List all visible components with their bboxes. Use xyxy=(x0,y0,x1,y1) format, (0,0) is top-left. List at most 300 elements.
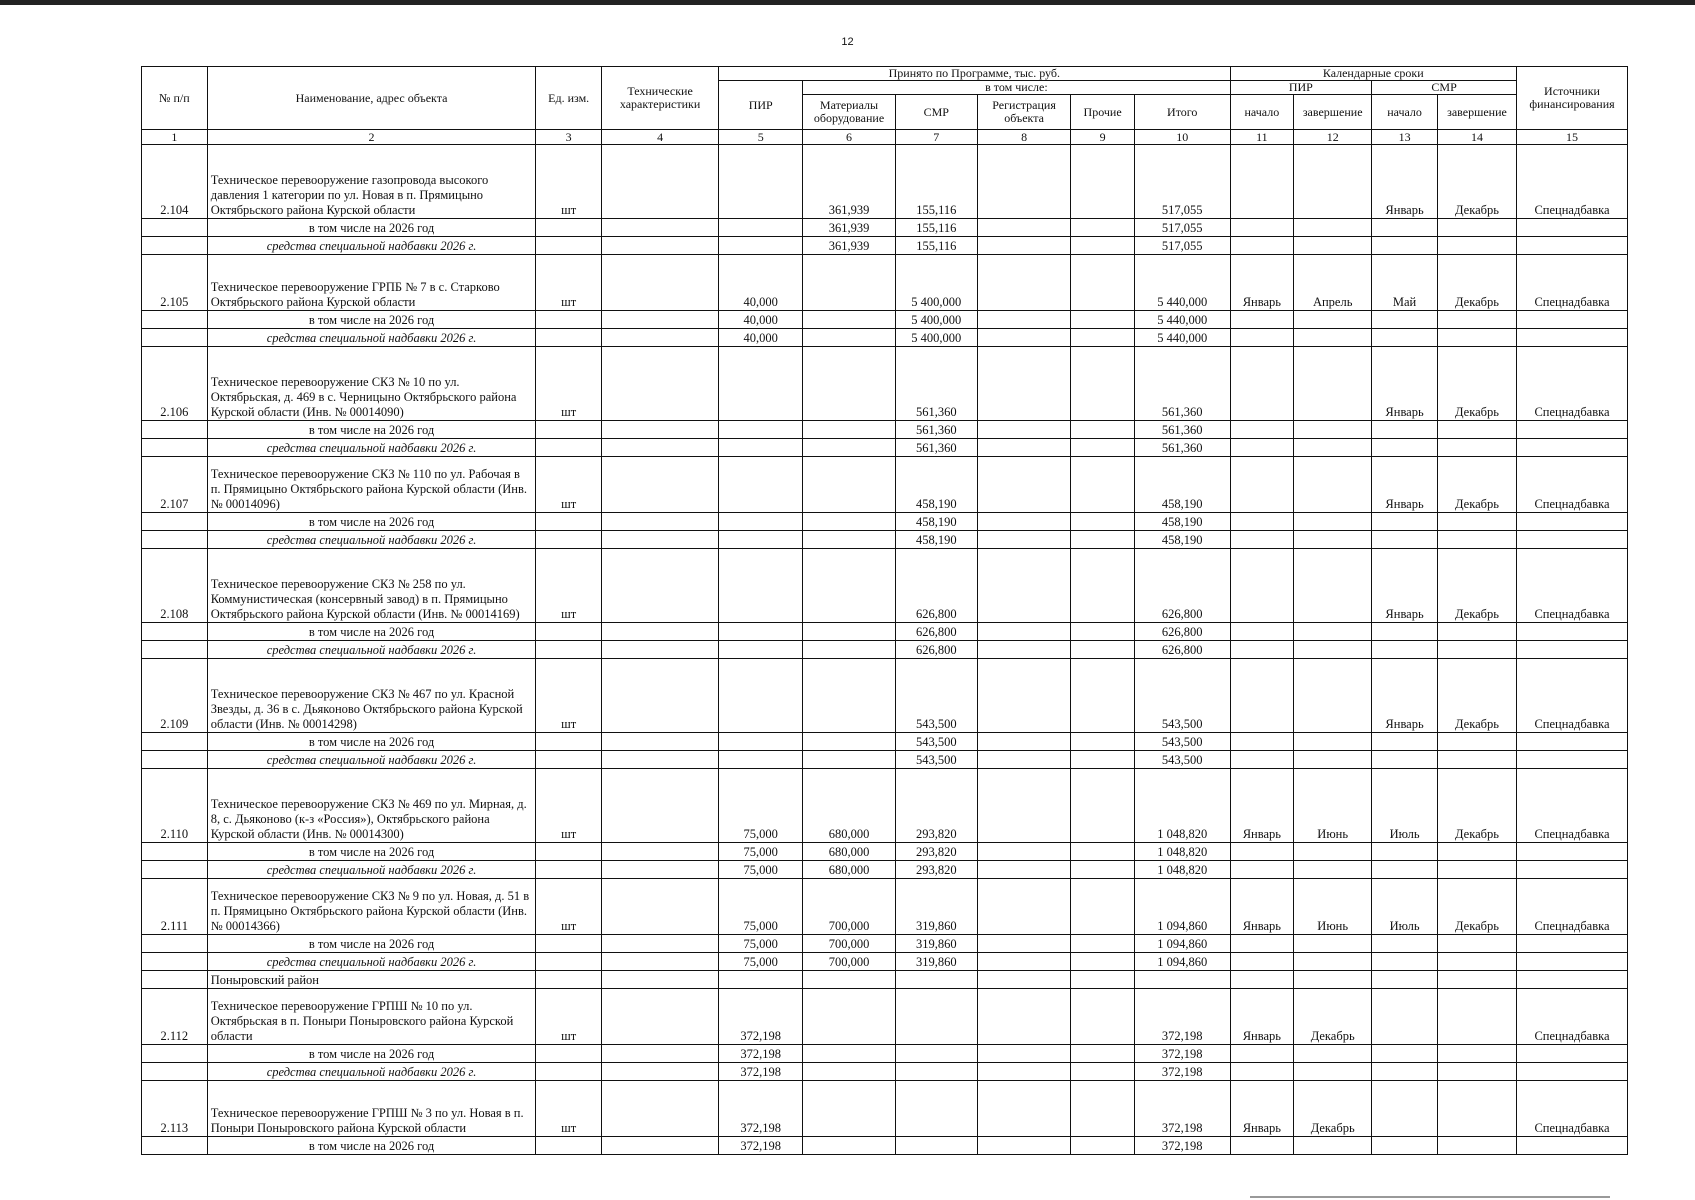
pir-end-cell xyxy=(1294,457,1372,513)
row-number: 2.106 xyxy=(142,347,208,421)
subtotal-label: средства специальной надбавки 2026 г. xyxy=(207,439,536,457)
unit-cell xyxy=(536,421,602,439)
other-cell xyxy=(1071,513,1135,531)
empty-cell xyxy=(1372,733,1438,751)
empty-cell xyxy=(1517,935,1628,953)
total-cell: 626,800 xyxy=(1134,549,1230,623)
smr-cell: 543,500 xyxy=(895,659,977,733)
registration-cell xyxy=(977,935,1070,953)
year-subtotal-row xyxy=(142,421,1628,439)
smr-cell: 293,820 xyxy=(895,843,977,861)
smr-cell: 561,360 xyxy=(895,439,977,457)
source-cell: Спецнадбавка xyxy=(1517,549,1628,623)
empty-cell xyxy=(1372,843,1438,861)
subtotal-label: в том числе на 2026 год xyxy=(207,311,536,329)
col-number: 6 xyxy=(803,130,895,145)
empty-cell xyxy=(1230,421,1294,439)
unit-cell: шт xyxy=(536,457,602,513)
subtotal-label: в том числе на 2026 год xyxy=(207,935,536,953)
smr-end-cell: Декабрь xyxy=(1437,347,1516,421)
year-subtotal-row xyxy=(142,733,1628,751)
registration-cell xyxy=(977,879,1070,935)
empty-cell xyxy=(1230,733,1294,751)
total-cell: 561,360 xyxy=(1134,439,1230,457)
smr-end-cell: Декабрь xyxy=(1437,255,1516,311)
tech-cell xyxy=(602,623,719,641)
table-row xyxy=(142,769,1628,843)
other-cell xyxy=(1071,347,1135,421)
other-cell xyxy=(1071,329,1135,347)
row-number xyxy=(142,1137,208,1155)
year-subtotal-row xyxy=(142,219,1628,237)
empty-cell xyxy=(1372,1137,1438,1155)
unit-cell: шт xyxy=(536,879,602,935)
row-number: 2.110 xyxy=(142,769,208,843)
tech-cell xyxy=(602,751,719,769)
empty-cell xyxy=(1517,1045,1628,1063)
empty-cell xyxy=(1294,935,1372,953)
special-fund-row xyxy=(142,641,1628,659)
empty-cell xyxy=(1294,641,1372,659)
total-cell: 1 048,820 xyxy=(1134,769,1230,843)
materials-cell xyxy=(803,549,895,623)
pir-cell xyxy=(719,219,803,237)
col-number: 9 xyxy=(1071,130,1135,145)
unit-cell xyxy=(536,513,602,531)
header-smr-start: начало xyxy=(1372,95,1438,130)
pir-cell xyxy=(719,145,803,219)
materials-cell xyxy=(803,1137,895,1155)
materials-cell xyxy=(803,1045,895,1063)
smr-cell: 155,116 xyxy=(895,219,977,237)
total-cell: 5 440,000 xyxy=(1134,329,1230,347)
other-cell xyxy=(1071,145,1135,219)
smr-cell: 5 400,000 xyxy=(895,311,977,329)
total-cell: 543,500 xyxy=(1134,659,1230,733)
source-cell: Спецнадбавка xyxy=(1517,255,1628,311)
smr-cell: 5 400,000 xyxy=(895,255,977,311)
materials-cell: 680,000 xyxy=(803,769,895,843)
empty-cell xyxy=(1294,237,1372,255)
special-fund-row xyxy=(142,751,1628,769)
empty-cell xyxy=(1517,1063,1628,1081)
other-cell xyxy=(1071,1063,1135,1081)
pir-cell: 372,198 xyxy=(719,1137,803,1155)
year-subtotal-row xyxy=(142,1045,1628,1063)
empty-cell xyxy=(1517,953,1628,971)
empty-cell xyxy=(1230,843,1294,861)
subtotal-label: средства специальной надбавки 2026 г. xyxy=(207,861,536,879)
pir-cell: 75,000 xyxy=(719,843,803,861)
empty-cell xyxy=(1372,237,1438,255)
empty-cell xyxy=(1372,1045,1438,1063)
other-cell xyxy=(1071,237,1135,255)
smr-cell xyxy=(895,1137,977,1155)
empty-cell xyxy=(1437,935,1516,953)
unit-cell xyxy=(536,531,602,549)
registration-cell xyxy=(977,347,1070,421)
total-cell: 561,360 xyxy=(1134,347,1230,421)
tech-cell xyxy=(602,861,719,879)
total-cell: 372,198 xyxy=(1134,1063,1230,1081)
other-cell xyxy=(1071,311,1135,329)
total-cell: 543,500 xyxy=(1134,751,1230,769)
total-cell: 372,198 xyxy=(1134,1137,1230,1155)
header-materials: Материалы оборудование xyxy=(803,95,895,130)
unit-cell xyxy=(536,439,602,457)
header-registration: Регистрация объекта xyxy=(977,95,1070,130)
special-fund-row xyxy=(142,953,1628,971)
total-cell: 1 048,820 xyxy=(1134,843,1230,861)
row-number: 2.109 xyxy=(142,659,208,733)
empty-cell xyxy=(1437,1045,1516,1063)
registration-cell xyxy=(977,989,1070,1045)
row-number: 2.113 xyxy=(142,1081,208,1137)
total-cell: 5 440,000 xyxy=(1134,311,1230,329)
subtotal-label: в том числе на 2026 год xyxy=(207,733,536,751)
other-cell xyxy=(1071,1081,1135,1137)
tech-cell xyxy=(602,1137,719,1155)
registration-cell xyxy=(977,641,1070,659)
other-cell xyxy=(1071,421,1135,439)
empty-cell xyxy=(1372,329,1438,347)
other-cell xyxy=(1071,953,1135,971)
header-num: № п/п xyxy=(142,67,208,130)
table-row xyxy=(142,255,1628,311)
row-number: 2.107 xyxy=(142,457,208,513)
registration-cell xyxy=(977,237,1070,255)
special-fund-row xyxy=(142,329,1628,347)
empty-cell xyxy=(1517,421,1628,439)
total-cell: 517,055 xyxy=(1134,237,1230,255)
header-smr-end: завершение xyxy=(1437,95,1516,130)
table-row xyxy=(142,1081,1628,1137)
unit-cell xyxy=(536,861,602,879)
smr-cell xyxy=(895,1081,977,1137)
pir-cell xyxy=(719,531,803,549)
subtotal-label: средства специальной надбавки 2026 г. xyxy=(207,953,536,971)
pir-cell: 372,198 xyxy=(719,1045,803,1063)
smr-end-cell xyxy=(1437,1081,1516,1137)
pir-end-cell xyxy=(1294,549,1372,623)
table-row xyxy=(142,145,1628,219)
pir-cell xyxy=(719,237,803,255)
pir-cell xyxy=(719,623,803,641)
pir-end-cell xyxy=(1294,659,1372,733)
empty-cell xyxy=(1437,513,1516,531)
year-subtotal-row xyxy=(142,935,1628,953)
registration-cell xyxy=(977,311,1070,329)
empty-cell xyxy=(1294,531,1372,549)
col-number: 10 xyxy=(1134,130,1230,145)
total-cell: 543,500 xyxy=(1134,733,1230,751)
tech-cell xyxy=(602,255,719,311)
materials-cell xyxy=(803,733,895,751)
materials-cell xyxy=(803,255,895,311)
header-pir-end: завершение xyxy=(1294,95,1372,130)
header-other: Прочие xyxy=(1071,95,1135,130)
total-cell: 1 094,860 xyxy=(1134,879,1230,935)
unit-cell: шт xyxy=(536,769,602,843)
other-cell xyxy=(1071,843,1135,861)
col-number: 3 xyxy=(536,130,602,145)
row-number xyxy=(142,237,208,255)
tech-cell xyxy=(602,989,719,1045)
special-fund-row xyxy=(142,439,1628,457)
pir-start-cell xyxy=(1230,145,1294,219)
empty-cell xyxy=(1230,513,1294,531)
unit-cell xyxy=(536,219,602,237)
special-fund-row xyxy=(142,237,1628,255)
table-row xyxy=(142,549,1628,623)
empty-cell xyxy=(1230,935,1294,953)
header-calendar: Календарные сроки xyxy=(1230,67,1517,81)
total-cell: 372,198 xyxy=(1134,989,1230,1045)
empty-cell xyxy=(1372,641,1438,659)
smr-cell: 293,820 xyxy=(895,769,977,843)
registration-cell xyxy=(977,255,1070,311)
total-cell: 517,055 xyxy=(1134,219,1230,237)
pir-start-cell xyxy=(1230,457,1294,513)
object-name: Техническое перевооружение ГРПБ № 7 в с. Старково Октябрьского района Курской области xyxy=(207,255,536,311)
subtotal-label: средства специальной надбавки 2026 г. xyxy=(207,531,536,549)
total-cell: 1 094,860 xyxy=(1134,953,1230,971)
empty-cell xyxy=(1372,751,1438,769)
row-number xyxy=(142,953,208,971)
empty-cell xyxy=(1517,861,1628,879)
empty-cell xyxy=(1517,971,1628,989)
empty-cell xyxy=(1372,439,1438,457)
empty-cell xyxy=(1437,329,1516,347)
row-number xyxy=(142,623,208,641)
registration-cell xyxy=(977,531,1070,549)
tech-cell xyxy=(602,733,719,751)
row-number xyxy=(142,329,208,347)
col-number: 15 xyxy=(1517,130,1628,145)
table-row xyxy=(142,347,1628,421)
empty-cell xyxy=(1517,843,1628,861)
other-cell xyxy=(1071,439,1135,457)
smr-start-cell xyxy=(1372,989,1438,1045)
total-cell: 626,800 xyxy=(1134,623,1230,641)
pir-start-cell: Январь xyxy=(1230,255,1294,311)
registration-cell xyxy=(977,219,1070,237)
empty-cell xyxy=(1294,861,1372,879)
unit-cell xyxy=(536,237,602,255)
tech-cell xyxy=(602,1081,719,1137)
empty-cell xyxy=(1294,733,1372,751)
unit-cell xyxy=(536,1137,602,1155)
source-cell: Спецнадбавка xyxy=(1517,989,1628,1045)
tech-cell xyxy=(602,311,719,329)
empty-cell xyxy=(1294,623,1372,641)
pir-cell: 75,000 xyxy=(719,953,803,971)
unit-cell xyxy=(536,843,602,861)
registration-cell xyxy=(977,457,1070,513)
empty-cell xyxy=(1372,513,1438,531)
smr-cell: 155,116 xyxy=(895,145,977,219)
subtotal-label: средства специальной надбавки 2026 г. xyxy=(207,751,536,769)
unit-cell xyxy=(536,329,602,347)
tech-cell xyxy=(602,421,719,439)
empty-cell xyxy=(1230,237,1294,255)
materials-cell xyxy=(803,531,895,549)
header-pir: ПИР xyxy=(719,81,803,130)
year-subtotal-row xyxy=(142,311,1628,329)
tech-cell xyxy=(602,549,719,623)
total-cell: 372,198 xyxy=(1134,1045,1230,1063)
row-number: 2.112 xyxy=(142,989,208,1045)
smr-start-cell: Январь xyxy=(1372,659,1438,733)
pir-start-cell: Январь xyxy=(1230,879,1294,935)
subtotal-label: средства специальной надбавки 2026 г. xyxy=(207,329,536,347)
row-number xyxy=(142,733,208,751)
materials-cell xyxy=(803,457,895,513)
registration-cell xyxy=(977,733,1070,751)
pir-end-cell: Апрель xyxy=(1294,255,1372,311)
pir-start-cell xyxy=(1230,659,1294,733)
total-cell: 626,800 xyxy=(1134,641,1230,659)
row-number xyxy=(142,641,208,659)
empty-cell xyxy=(1230,1137,1294,1155)
empty-cell xyxy=(719,971,803,989)
object-name: Техническое перевооружение СКЗ № 258 по ул. Коммунистическая (консервный завод) в п. Прямицыно Октябрьского района Курской области (Инв. № 00014169) xyxy=(207,549,536,623)
empty-cell xyxy=(1517,513,1628,531)
empty-cell xyxy=(1134,971,1230,989)
scan-top-edge xyxy=(0,0,1695,5)
smr-cell: 561,360 xyxy=(895,421,977,439)
source-cell: Спецнадбавка xyxy=(1517,769,1628,843)
row-number xyxy=(142,971,208,989)
registration-cell xyxy=(977,549,1070,623)
row-number xyxy=(142,1063,208,1081)
empty-cell xyxy=(1294,843,1372,861)
other-cell xyxy=(1071,861,1135,879)
tech-cell xyxy=(602,237,719,255)
materials-cell xyxy=(803,1081,895,1137)
pir-cell: 75,000 xyxy=(719,861,803,879)
smr-start-cell: Июль xyxy=(1372,769,1438,843)
source-cell: Спецнадбавка xyxy=(1517,145,1628,219)
pir-end-cell: Июнь xyxy=(1294,769,1372,843)
empty-cell xyxy=(1437,953,1516,971)
total-cell: 458,190 xyxy=(1134,531,1230,549)
tech-cell xyxy=(602,329,719,347)
tech-cell xyxy=(602,935,719,953)
smr-end-cell: Декабрь xyxy=(1437,145,1516,219)
tech-cell xyxy=(602,879,719,935)
registration-cell xyxy=(977,1137,1070,1155)
tech-cell xyxy=(602,347,719,421)
header-tech: Технические характеристики xyxy=(602,67,719,130)
other-cell xyxy=(1071,879,1135,935)
row-number xyxy=(142,421,208,439)
source-cell: Спецнадбавка xyxy=(1517,347,1628,421)
table-row xyxy=(142,457,1628,513)
tech-cell xyxy=(602,457,719,513)
scan-bottom-mark xyxy=(1250,1196,1610,1198)
unit-cell: шт xyxy=(536,1081,602,1137)
empty-cell xyxy=(1437,531,1516,549)
tech-cell xyxy=(602,1063,719,1081)
row-number xyxy=(142,1045,208,1063)
empty-cell xyxy=(1437,1137,1516,1155)
unit-cell: шт xyxy=(536,347,602,421)
unit-cell: шт xyxy=(536,549,602,623)
col-number: 2 xyxy=(207,130,536,145)
unit-cell xyxy=(536,751,602,769)
empty-cell xyxy=(1517,311,1628,329)
empty-cell xyxy=(1294,439,1372,457)
pir-end-cell xyxy=(1294,145,1372,219)
empty-cell xyxy=(1372,971,1438,989)
registration-cell xyxy=(977,1063,1070,1081)
unit-cell xyxy=(536,641,602,659)
empty-cell xyxy=(1437,861,1516,879)
tech-cell xyxy=(602,219,719,237)
empty-cell xyxy=(895,971,977,989)
materials-cell xyxy=(803,989,895,1045)
row-number: 2.108 xyxy=(142,549,208,623)
col-number: 7 xyxy=(895,130,977,145)
materials-cell: 361,939 xyxy=(803,145,895,219)
empty-cell xyxy=(1294,751,1372,769)
registration-cell xyxy=(977,329,1070,347)
smr-cell: 319,860 xyxy=(895,879,977,935)
empty-cell xyxy=(1372,1063,1438,1081)
col-number: 13 xyxy=(1372,130,1438,145)
smr-start-cell: Май xyxy=(1372,255,1438,311)
empty-cell xyxy=(1230,751,1294,769)
pir-end-cell: Июнь xyxy=(1294,879,1372,935)
tech-cell xyxy=(602,769,719,843)
object-name: Техническое перевооружение СКЗ № 469 по ул. Мирная, д. 8, с. Дьяконово (к-з «Россия»), Октябрьского района Курской области (Инв. № 00014300) xyxy=(207,769,536,843)
object-name: Техническое перевооружение СКЗ № 467 по ул. Красной Звезды, д. 36 в с. Дьяконово Октябрьского района Курской области (Инв. № 00014298) xyxy=(207,659,536,733)
row-number xyxy=(142,219,208,237)
registration-cell xyxy=(977,145,1070,219)
empty-cell xyxy=(1230,641,1294,659)
object-name: Техническое перевооружение газопровода высокого давления 1 категории по ул. Новая в п. Прямицыно Октябрьского района Курской области xyxy=(207,145,536,219)
smr-end-cell: Декабрь xyxy=(1437,549,1516,623)
year-subtotal-row xyxy=(142,623,1628,641)
unit-cell: шт xyxy=(536,255,602,311)
header-total: Итого xyxy=(1134,95,1230,130)
pir-cell: 372,198 xyxy=(719,1081,803,1137)
column-number-row xyxy=(142,130,1628,145)
col-number: 12 xyxy=(1294,130,1372,145)
empty-cell xyxy=(1437,421,1516,439)
empty-cell xyxy=(1230,861,1294,879)
special-fund-row xyxy=(142,1063,1628,1081)
header-calendar-pir: ПИР xyxy=(1230,81,1372,95)
empty-cell xyxy=(1517,531,1628,549)
empty-cell xyxy=(1437,623,1516,641)
empty-cell xyxy=(1230,971,1294,989)
row-number xyxy=(142,439,208,457)
tech-cell xyxy=(602,145,719,219)
pir-cell: 75,000 xyxy=(719,879,803,935)
total-cell: 561,360 xyxy=(1134,421,1230,439)
pir-cell: 40,000 xyxy=(719,311,803,329)
other-cell xyxy=(1071,623,1135,641)
pir-end-cell: Декабрь xyxy=(1294,989,1372,1045)
materials-cell xyxy=(803,641,895,659)
registration-cell xyxy=(977,623,1070,641)
header-smr: СМР xyxy=(895,95,977,130)
pir-start-cell xyxy=(1230,347,1294,421)
empty-cell xyxy=(1517,237,1628,255)
smr-cell: 458,190 xyxy=(895,457,977,513)
